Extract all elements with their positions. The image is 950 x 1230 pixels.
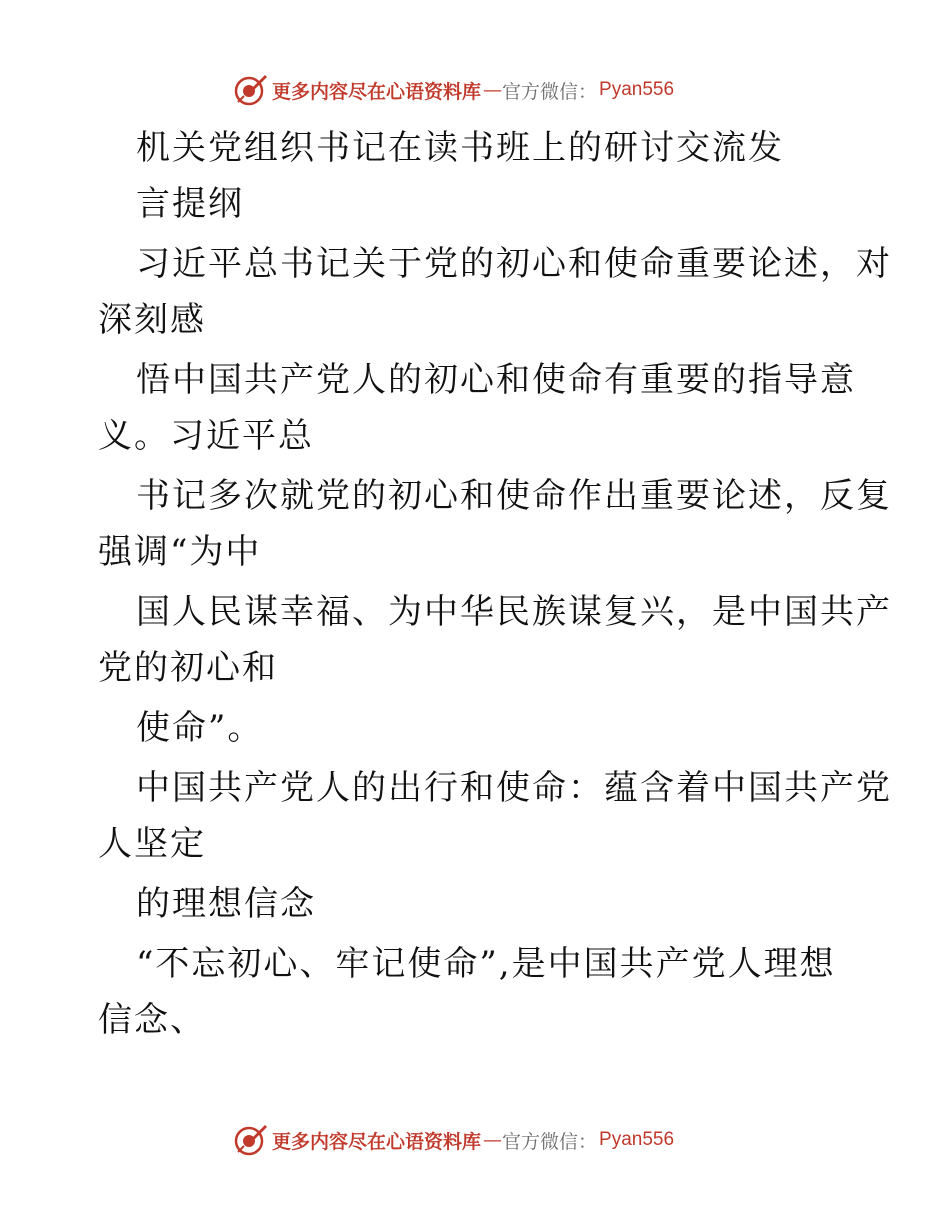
- text-line: 国人民谋幸福、为中华民族谋复兴，是中国共产: [136, 592, 892, 632]
- text-line: 习近平总书记关于党的初心和使命重要论述，对: [136, 244, 892, 284]
- text-line: 的理想信念: [136, 884, 316, 924]
- watermark-text-part2: 官方微信：: [502, 1130, 598, 1153]
- watermark-wechat-id: Pyan556: [599, 1129, 675, 1150]
- footer-watermark: [232, 1120, 674, 1160]
- pen-logo-icon: [232, 1122, 268, 1158]
- watermark-wechat-id: Pyan556: [599, 79, 675, 100]
- watermark-text-part1: 更多内容尽在心语资料库: [272, 1130, 482, 1153]
- text-line: 党的初心和: [98, 648, 278, 688]
- text-line: 人坚定: [98, 824, 206, 864]
- watermark-text-part2: 官方微信：: [502, 80, 598, 103]
- header-watermark: [232, 70, 674, 110]
- text-line: 中国共产党人的出行和使命：蕴含着中国共产党: [136, 768, 892, 808]
- text-line: 悟中国共产党人的初心和使命有重要的指导意: [136, 360, 856, 400]
- watermark-text-part1: 更多内容尽在心语资料库: [272, 80, 482, 103]
- text-line: 深刻感: [98, 300, 206, 340]
- text-line: 书记多次就党的初心和使命作出重要论述，反复: [136, 476, 892, 516]
- text-line: 言提纲: [136, 184, 244, 224]
- watermark-separator: —: [483, 79, 501, 101]
- text-line: “不忘初心、牢记使命”,是中国共产党人理想: [136, 944, 836, 984]
- pen-logo-icon: [232, 72, 268, 108]
- text-line: 使命”。: [136, 708, 264, 748]
- text-line: 信念、: [98, 1000, 206, 1040]
- text-line: 机关党组织书记在读书班上的研讨交流发: [136, 128, 784, 168]
- watermark-separator: —: [483, 1129, 501, 1151]
- text-line: 义。习近平总: [98, 416, 314, 456]
- text-line: 强调“为中: [98, 532, 262, 572]
